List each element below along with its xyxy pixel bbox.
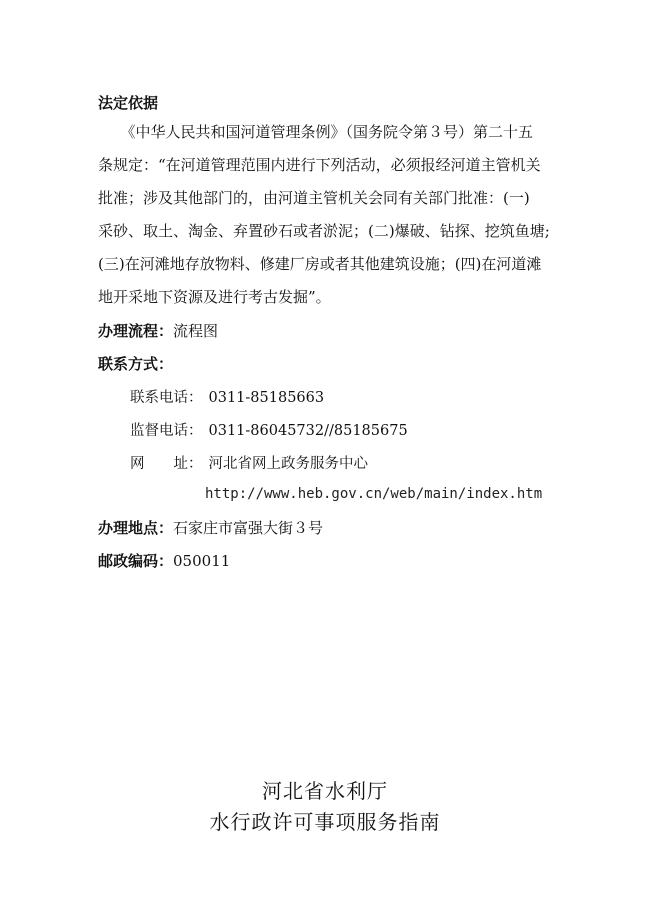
contact-phone-row	[130, 386, 324, 407]
web-label: 网 址：	[130, 456, 203, 472]
legal-basis-line: 《中华人民共和国河道管理条例》（国务院令第３号）第二十五	[98, 123, 534, 141]
legal-basis-line: 批准；涉及其他部门的，由河道主管机关会同有关部门批准：(一)	[98, 189, 530, 207]
location-row	[98, 517, 323, 538]
location-value: 石家庄市富强大街３号	[173, 519, 324, 537]
process-label: 办理流程：	[98, 322, 174, 340]
contact-supervise-row	[130, 419, 408, 440]
legal-basis-line: 地开采地下资源及进行考古发掘”。	[98, 288, 331, 306]
postal-value: 050011	[173, 552, 231, 570]
legal-basis-line: 采砂、取土、淘金、弃置砂石或者淤泥；(二)爆破、钻探、挖筑鱼塘;	[98, 222, 550, 240]
web-value: 河北省网上政务服务中心	[208, 456, 368, 472]
footer-guide-title: 水行政许可事项服务指南	[209, 810, 441, 834]
contact-heading: 联系方式：	[98, 355, 174, 373]
supervise-value: 0311-86045732//85185675	[208, 423, 408, 439]
legal-basis-line: (三)在河滩地存放物料、修建厂房或者其他建筑设施；(四)在河道滩	[98, 255, 542, 273]
postal-row	[98, 550, 230, 571]
legal-basis-heading: 法定依据	[98, 94, 159, 112]
process-row	[98, 320, 218, 341]
postal-label: 邮政编码：	[98, 552, 174, 570]
supervise-label: 监督电话：	[130, 423, 203, 439]
location-label: 办理地点：	[98, 519, 174, 537]
footer-org-title: 河北省水利厅	[262, 779, 388, 803]
contact-web-row	[130, 452, 368, 473]
process-flowchart-link[interactable]: 流程图	[173, 322, 219, 340]
phone-label: 联系电话：	[130, 390, 203, 406]
web-url-link[interactable]: http://www.heb.gov.cn/web/main/index.htm	[205, 486, 543, 502]
phone-value: 0311-85185663	[208, 390, 325, 406]
legal-basis-line: 条规定：“在河道管理范围内进行下列活动，必须报经河道主管机关	[98, 156, 541, 174]
